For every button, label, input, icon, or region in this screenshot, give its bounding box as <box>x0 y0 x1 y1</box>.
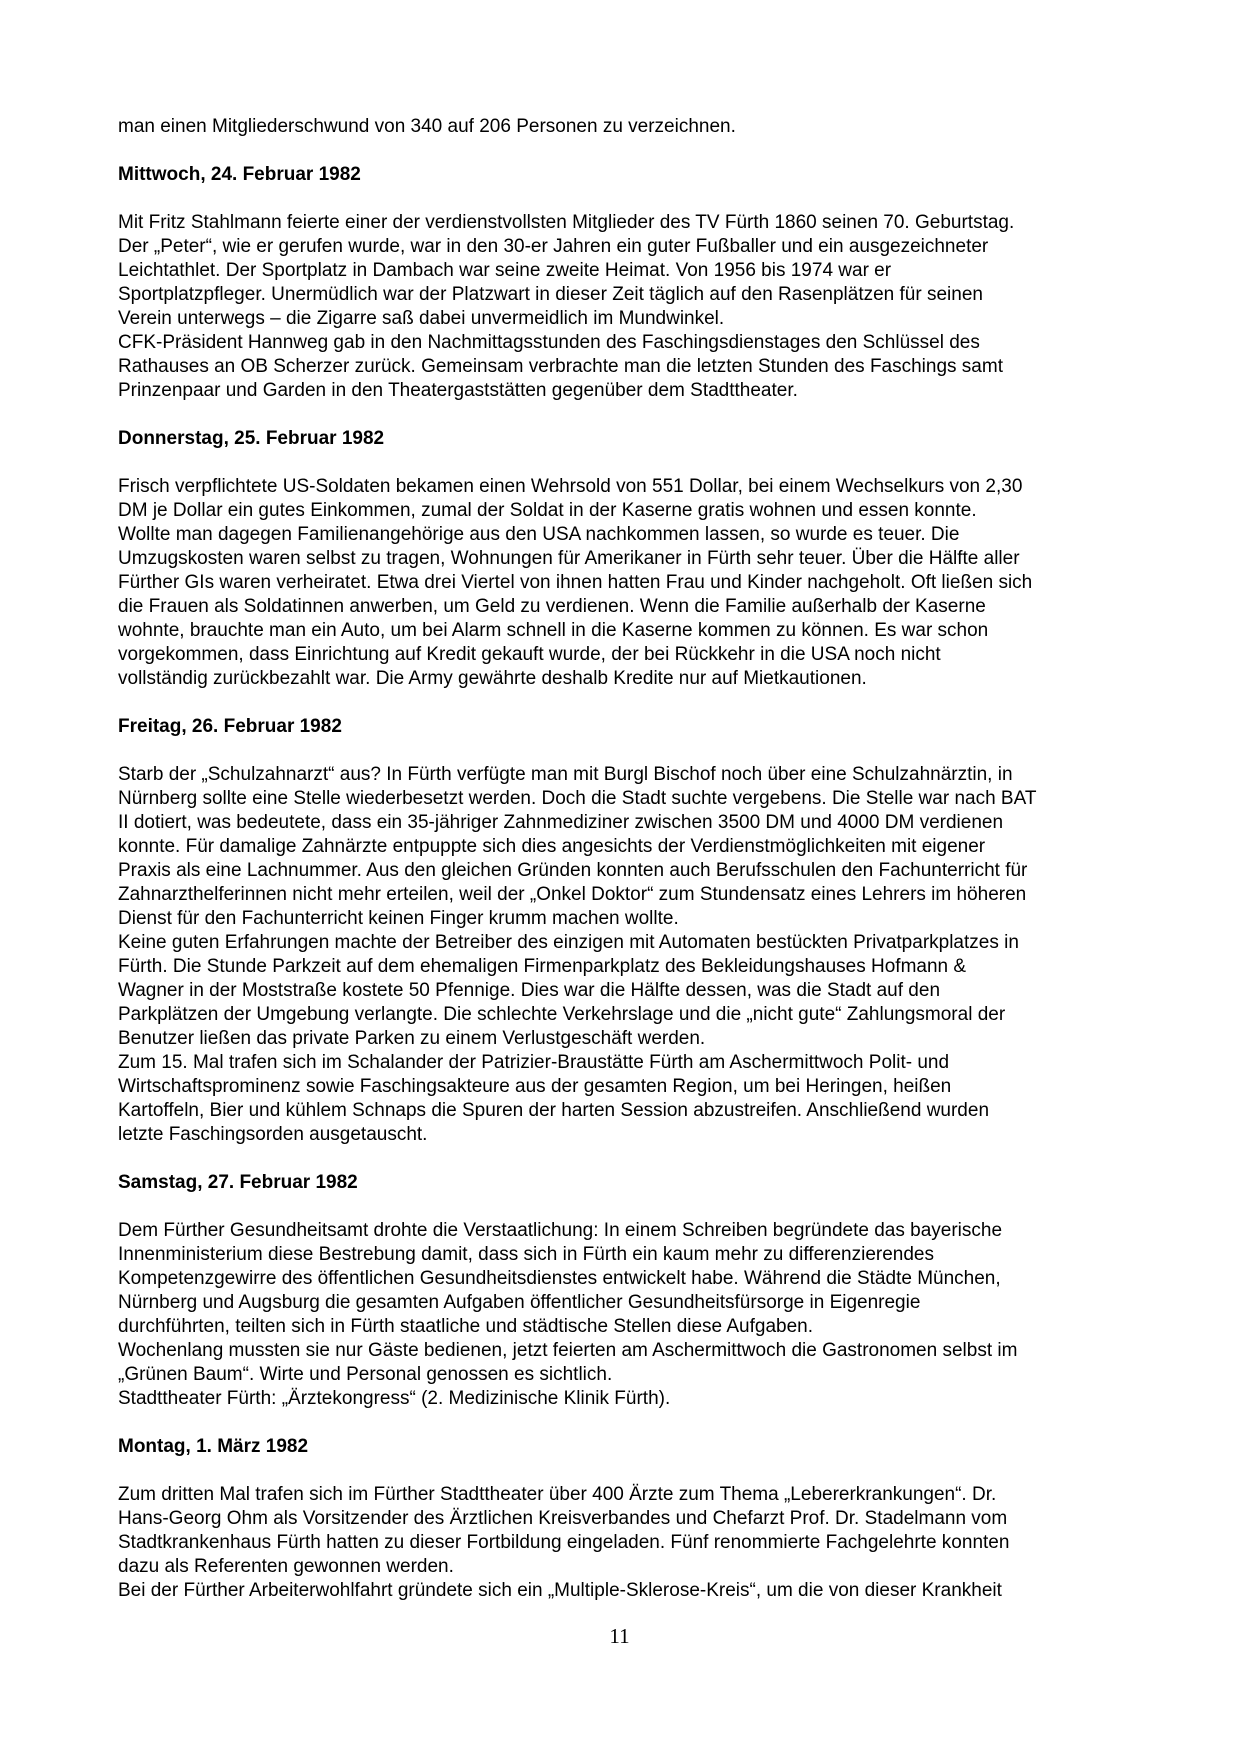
section-heading: Samstag, 27. Februar 1982 <box>118 1172 358 1193</box>
section-heading: Freitag, 26. Februar 1982 <box>118 716 342 737</box>
text-line: Rathauses an OB Scherzer zurück. Gemeinsam verbrachte man die letzten Stunden des Faschings samt <box>118 356 1003 377</box>
text-line: Innenministerium diese Bestrebung damit, dass sich in Fürth ein kaum mehr zu differenzierendes <box>118 1244 934 1265</box>
section-heading: Donnerstag, 25. Februar 1982 <box>118 428 385 449</box>
text-line: Benutzer ließen das private Parken zu einem Verlustgeschäft werden. <box>118 1028 706 1049</box>
text-line: Stadttheater Fürth: „Ärztekongress“ (2. Medizinische Klinik Fürth). <box>118 1388 671 1409</box>
text-line: Wochenlang mussten sie nur Gäste bedienen, jetzt feierten am Aschermittwoch die Gastronomen selbst im <box>118 1340 1018 1361</box>
paragraph <box>118 211 1239 403</box>
text-line: Zum dritten Mal trafen sich im Fürther Stadttheater über 400 Ärzte zum Thema „Lebererkrankungen“. Dr. <box>118 1484 997 1505</box>
text-line: Dem Fürther Gesundheitsamt drohte die Verstaatlichung: In einem Schreiben begründete das bayerische <box>118 1220 1003 1241</box>
page-number: 11 <box>609 1624 630 1648</box>
text-line: dazu als Referenten gewonnen werden. <box>118 1556 454 1577</box>
paragraph <box>118 475 1239 691</box>
text-line: durchführten, teilten sich in Fürth staatliche und städtische Stellen diese Aufgaben. <box>118 1316 813 1337</box>
text-line: die Frauen als Soldatinnen anwerben, um Geld zu verdienen. Wenn die Familie außerhalb der Kaserne <box>118 596 986 617</box>
text-line: Hans-Georg Ohm als Vorsitzender des Ärztlichen Kreisverbandes und Chefarzt Prof. Dr. Stadelmann vom <box>118 1508 1008 1529</box>
text-line: CFK-Präsident Hannweg gab in den Nachmittagsstunden des Faschingsdienstages den Schlüssel des <box>118 332 980 353</box>
text-line: Kompetenzgewirre des öffentlichen Gesundheitsdienstes entwickelt habe. Während die Städte München, <box>118 1268 1001 1289</box>
text-line: wohnte, brauchte man ein Auto, um bei Alarm schnell in die Kaserne kommen zu können. Es war schon <box>118 620 989 641</box>
text-line: Mit Fritz Stahlmann feierte einer der verdienstvollsten Mitglieder des TV Fürth 1860 seinen 70. Geburtstag. <box>118 212 1015 233</box>
text-line: Frisch verpflichtete US-Soldaten bekamen einen Wehrsold von 551 Dollar, bei einem Wechselkurs von 2,30 <box>118 476 1023 497</box>
text-line: Parkplätzen der Umgebung verlangte. Die schlechte Verkehrslage und die „nicht gute“ Zahlungsmoral der <box>118 1004 1006 1025</box>
text-line: Zahnarzthelferinnen nicht mehr erteilen, weil der „Onkel Doktor“ zum Stundensatz eines Lehrers im höheren <box>118 884 1027 905</box>
paragraph <box>118 115 1239 139</box>
text-line: Der „Peter“, wie er gerufen wurde, war in den 30-er Jahren ein guter Fußballer und ein ausgezeichneter <box>118 236 989 257</box>
text-line: Stadtkrankenhaus Fürth hatten zu dieser Fortbildung eingeladen. Fünf renommierte Fachgelehrte konnten <box>118 1532 1010 1553</box>
text-line: Wollte man dagegen Familienangehörige aus den USA nachkommen lassen, so wurde es teuer. Die <box>118 524 960 545</box>
text-line: Nürnberg sollte eine Stelle wiederbesetzt werden. Doch die Stadt suchte vergebens. Die Stelle war nach BAT <box>118 788 1037 809</box>
text-line: Fürth. Die Stunde Parkzeit auf dem ehemaligen Firmenparkplatz des Bekleidungshauses Hofmann & <box>118 956 967 977</box>
text-line: „Grünen Baum“. Wirte und Personal genossen es sichtlich. <box>118 1364 613 1385</box>
text-line: Leichtathlet. Der Sportplatz in Dambach war seine zweite Heimat. Von 1956 bis 1974 war er <box>118 260 892 281</box>
text-line: Keine guten Erfahrungen machte der Betreiber des einzigen mit Automaten bestückten Privatparkplatzes in <box>118 932 1019 953</box>
paragraph <box>118 1483 1239 1603</box>
text-line: Praxis als eine Lachnummer. Aus den gleichen Gründen konnten auch Berufsschulen den Fachunterricht für <box>118 860 1028 881</box>
text-line: Wirtschaftsprominenz sowie Faschingsakteure aus der gesamten Region, um bei Heringen, heißen <box>118 1076 952 1097</box>
text-line: Kartoffeln, Bier und kühlem Schnaps die Spuren der harten Session abzustreifen. Anschließend wurden <box>118 1100 990 1121</box>
text-line: Wagner in der Moststraße kostete 50 Pfennige. Dies war die Hälfte dessen, was die Stadt auf den <box>118 980 941 1001</box>
text-line: II dotiert, was bedeutete, dass ein 35-jähriger Zahnmediziner zwischen 3500 DM und 4000 DM verdienen <box>118 812 1004 833</box>
text-line: DM je Dollar ein gutes Einkommen, zumal der Soldat in der Kaserne gratis wohnen und essen konnte. <box>118 500 977 521</box>
text-line: vollständig zurückbezahlt war. Die Army gewährte deshalb Kredite nur auf Mietkautionen. <box>118 668 867 689</box>
text-line: Sportplatzpfleger. Unermüdlich war der Platzwart in dieser Zeit täglich auf den Rasenplätzen für seinen <box>118 284 983 305</box>
text-line: vorgekommen, dass Einrichtung auf Kredit gekauft wurde, der bei Rückkehr in die USA noch nicht <box>118 644 941 665</box>
text-line: letzte Faschingsorden ausgetauscht. <box>118 1124 428 1145</box>
text-line: Zum 15. Mal trafen sich im Schalander der Patrizier-Braustätte Fürth am Aschermittwoch Polit- und <box>118 1052 950 1073</box>
section-heading: Mittwoch, 24. Februar 1982 <box>118 164 361 185</box>
text-line: Prinzenpaar und Garden in den Theatergaststätten gegenüber dem Stadttheater. <box>118 380 798 401</box>
text-line: Bei der Fürther Arbeiterwohlfahrt gründete sich ein „Multiple-Sklerose-Kreis“, um die von dieser Krankheit <box>118 1580 1002 1601</box>
text-line: Fürther GIs waren verheiratet. Etwa drei Viertel von ihnen hatten Frau und Kinder nachgeholt. Oft ließen sich <box>118 572 1033 593</box>
paragraph <box>118 763 1239 1147</box>
text-line: Starb der „Schulzahnarzt“ aus? In Fürth verfügte man mit Burgl Bischof noch über eine Schulzahnärztin, in <box>118 764 1013 785</box>
text-line: Umzugskosten waren selbst zu tragen, Wohnungen für Amerikaner in Fürth sehr teuer. Über die Hälfte aller <box>118 548 1020 569</box>
paragraph <box>118 1219 1239 1411</box>
text-line: Dienst für den Fachunterricht keinen Finger krumm machen wollte. <box>118 908 679 929</box>
text-line: man einen Mitgliederschwund von 340 auf 206 Personen zu verzeichnen. <box>118 116 736 137</box>
text-line: Verein unterwegs – die Zigarre saß dabei unvermeidlich im Mundwinkel. <box>118 308 725 329</box>
section-heading: Montag, 1. März 1982 <box>118 1436 309 1457</box>
document-content <box>118 115 1239 1603</box>
text-line: konnte. Für damalige Zahnärzte entpuppte sich dies angesichts der Verdienstmöglichkeiten mit eigener <box>118 836 986 857</box>
text-line: Nürnberg und Augsburg die gesamten Aufgaben öffentlicher Gesundheitsfürsorge in Eigenregie <box>118 1292 921 1313</box>
